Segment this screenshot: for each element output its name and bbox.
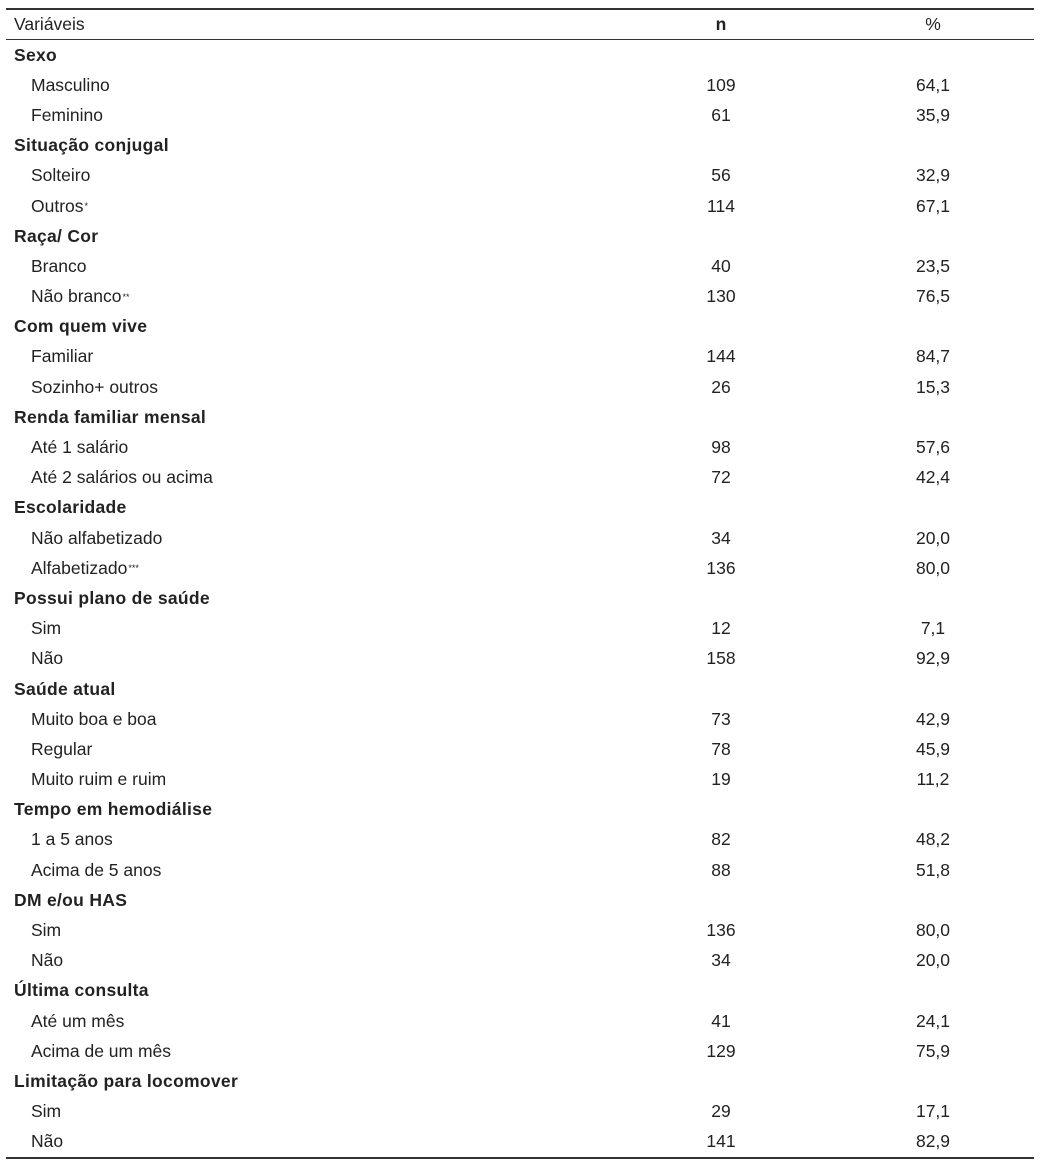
row-label-cell [31, 765, 166, 795]
row-n-value: 144 [706, 346, 736, 367]
header-variables: Variáveis [14, 14, 85, 34]
row-percent-value: 45,9 [915, 738, 951, 759]
table-row [6, 644, 1034, 674]
row-label-cell [31, 855, 161, 885]
group-title: Limitação para locomover [14, 1070, 239, 1091]
row-percent-value: 92,9 [915, 648, 951, 669]
row-label: Acima de um mês [31, 1040, 172, 1061]
row-label: Acima de 5 anos [31, 859, 162, 880]
row-label: Alfabetizado [31, 557, 128, 578]
group-title: Situação conjugal [14, 135, 169, 156]
row-label: Familiar [31, 346, 94, 367]
row-label-cell [31, 734, 92, 764]
table-row [6, 915, 1034, 945]
row-label-cell [31, 1036, 171, 1066]
row-n-value: 29 [711, 1101, 731, 1122]
group-header-row [6, 885, 1034, 915]
row-n-value: 98 [711, 437, 731, 458]
table-row [6, 614, 1034, 644]
row-n-value: 26 [711, 376, 731, 397]
footnote-marker: * [84, 201, 89, 212]
group-header-row [6, 40, 1034, 70]
group-title: Tempo em hemodiálise [14, 799, 213, 820]
table-row [6, 765, 1034, 795]
group-header-row [6, 402, 1034, 432]
table-row [6, 100, 1034, 130]
table-row [6, 282, 1034, 312]
row-label-cell [31, 342, 93, 372]
row-label-cell [31, 644, 63, 674]
row-percent-value: 20,0 [915, 950, 951, 971]
row-label: Não branco [31, 286, 122, 307]
table-row [6, 855, 1034, 885]
row-percent-value: 84,7 [915, 346, 951, 367]
group-header-row [6, 795, 1034, 825]
row-label: Não [31, 648, 64, 669]
group-title: Escolaridade [14, 497, 127, 518]
footnote-marker: ** [122, 291, 130, 302]
row-n-value: 34 [711, 527, 731, 548]
row-n-value: 114 [707, 195, 735, 216]
row-label-cell [31, 915, 61, 945]
row-percent-value: 80,0 [915, 920, 951, 941]
row-label-cell [31, 70, 110, 100]
group-header-row [6, 493, 1034, 523]
row-n-value: 141 [706, 1131, 736, 1152]
row-label: Masculino [31, 74, 110, 95]
table-row [6, 463, 1034, 493]
row-percent-value: 48,2 [915, 829, 951, 850]
row-percent-value: 42,4 [915, 467, 951, 488]
group-header-row [6, 674, 1034, 704]
group-header-row [6, 221, 1034, 251]
group-header-row [6, 583, 1034, 613]
row-percent-value: 17,1 [915, 1101, 951, 1122]
row-label: Feminino [31, 104, 103, 125]
row-label: Até 1 salário [31, 437, 129, 458]
row-percent-value: 51,8 [915, 859, 951, 880]
row-percent-value: 42,9 [915, 708, 951, 729]
table-row [6, 1006, 1034, 1036]
row-label-cell [31, 372, 158, 402]
row-label: Muito boa e boa [31, 708, 157, 729]
row-label: Branco [31, 255, 87, 276]
row-label-cell [31, 251, 86, 281]
row-n-value: 78 [711, 738, 731, 759]
header-n: n [715, 14, 727, 34]
table-row [6, 1127, 1034, 1159]
row-label-cell [31, 523, 162, 553]
row-n-value: 41 [711, 1010, 731, 1031]
row-label: Não alfabetizado [31, 527, 163, 548]
row-label: Outros [31, 195, 84, 216]
table-header-row [6, 8, 1034, 40]
group-title: Sexo [14, 44, 58, 65]
table-row [6, 704, 1034, 734]
row-label: Solteiro [31, 165, 91, 186]
row-n-value: 136 [706, 557, 736, 578]
row-label: Sim [31, 1101, 62, 1122]
row-label-cell [31, 100, 103, 130]
row-n-value: 109 [706, 74, 736, 95]
row-percent-value: 75,9 [915, 1040, 951, 1061]
row-n-value: 130 [706, 286, 736, 307]
table-row [6, 432, 1034, 462]
row-n-value: 12 [711, 618, 731, 639]
table-body [6, 40, 1034, 1159]
row-n-value: 56 [711, 165, 731, 186]
row-label: Não [31, 1131, 64, 1152]
group-header-row [6, 312, 1034, 342]
row-n-value: 82 [711, 829, 731, 850]
row-n-value: 73 [711, 708, 731, 729]
row-label-cell [31, 432, 128, 462]
row-n-value: 19 [711, 769, 731, 790]
row-label: Até um mês [31, 1010, 125, 1031]
row-label: Não [31, 950, 64, 971]
table-row [6, 372, 1034, 402]
group-header-row [6, 1066, 1034, 1096]
group-header-row [6, 976, 1034, 1006]
group-title: Saúde atual [14, 678, 116, 699]
row-percent-value: 67,1 [915, 195, 951, 216]
row-label: Sozinho+ outros [31, 376, 158, 397]
footnote-marker: *** [128, 563, 139, 574]
table-row [6, 161, 1034, 191]
row-n-value: 34 [711, 950, 731, 971]
row-percent-value: 82,9 [915, 1131, 951, 1152]
row-percent-value: 76,5 [915, 286, 951, 307]
row-label: Sim [31, 618, 62, 639]
row-percent-value: 24,1 [915, 1010, 951, 1031]
row-label-cell [31, 946, 63, 976]
table-row [6, 553, 1034, 583]
row-percent-value: 57,6 [915, 437, 951, 458]
row-label: Regular [31, 738, 93, 759]
table-row [6, 70, 1034, 100]
row-n-value: 136 [706, 920, 736, 941]
row-label-cell [31, 553, 139, 583]
group-title: Raça/ Cor [14, 225, 99, 246]
group-header-row [6, 131, 1034, 161]
row-percent-value: 35,9 [915, 104, 951, 125]
row-label: Até 2 salários ou acima [31, 467, 213, 488]
row-label: Muito ruim e ruim [31, 769, 167, 790]
row-label-cell [31, 1006, 124, 1036]
table-row [6, 1036, 1034, 1066]
row-n-value: 40 [711, 255, 731, 276]
group-title: Última consulta [14, 980, 149, 1001]
group-title: Com quem vive [14, 316, 148, 337]
row-label-cell [31, 825, 113, 855]
row-label-cell [31, 614, 61, 644]
row-percent-value: 7,1 [920, 618, 946, 639]
row-percent-value: 80,0 [915, 557, 951, 578]
row-label: Sim [31, 920, 62, 941]
row-percent-value: 64,1 [915, 74, 951, 95]
row-n-value: 88 [711, 859, 731, 880]
row-label-cell [31, 463, 213, 493]
row-label-cell [31, 282, 130, 312]
group-title: DM e/ou HAS [14, 889, 128, 910]
table-row [6, 734, 1034, 764]
row-label-cell [31, 191, 88, 221]
table-row [6, 342, 1034, 372]
table-row [6, 251, 1034, 281]
row-percent-value: 20,0 [915, 527, 951, 548]
row-label-cell [31, 161, 90, 191]
row-percent-value: 32,9 [915, 165, 951, 186]
group-title: Possui plano de saúde [14, 587, 210, 608]
header-percent: % [925, 14, 941, 34]
row-label: 1 a 5 anos [31, 829, 113, 850]
row-label-cell [31, 1127, 63, 1157]
table-row [6, 1097, 1034, 1127]
row-percent-value: 15,3 [915, 376, 951, 397]
group-title: Renda familiar mensal [14, 406, 207, 427]
table-row [6, 523, 1034, 553]
row-percent-value: 23,5 [915, 255, 951, 276]
row-label-cell [31, 1097, 61, 1127]
table-row [6, 825, 1034, 855]
row-n-value: 72 [711, 467, 731, 488]
data-table [6, 8, 1034, 1159]
row-percent-value: 11,2 [916, 769, 950, 790]
row-label-cell [31, 704, 157, 734]
table-row [6, 946, 1034, 976]
row-n-value: 61 [711, 104, 731, 125]
row-n-value: 129 [706, 1040, 736, 1061]
row-n-value: 158 [706, 648, 736, 669]
table-row [6, 191, 1034, 221]
